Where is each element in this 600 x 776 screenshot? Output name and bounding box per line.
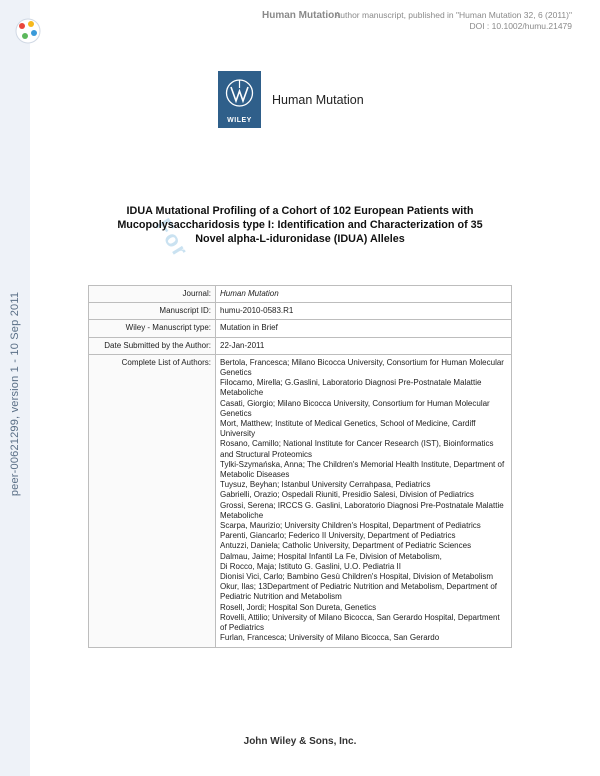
table-row [89, 320, 512, 337]
review-watermark: For [150, 214, 194, 263]
row-value: humu-2010-0583.R1 [216, 303, 512, 320]
publication-note-line: Author manuscript, published in "Human Mutation 32, 6 (2011)" [334, 10, 572, 20]
table-row [89, 337, 512, 354]
row-value: Mutation in Brief [216, 320, 512, 337]
author-entry: Parenti, Giancarlo; Federico II University, Department of Pediatrics [220, 531, 456, 541]
authors-list [216, 354, 512, 647]
manuscript-info-table [88, 285, 512, 648]
author-entry: Furlan, Francesca; University of Milano Bicocca, San Gerardo [220, 633, 440, 643]
wiley-logo [218, 71, 261, 128]
wiley-emblem-icon [218, 71, 261, 115]
author-entry: Tylki-Szymańska, Anna; The Children's Memorial Health Institute, Department of Metabolic Diseases [220, 459, 505, 480]
row-label: Wiley - Manuscript type: [89, 320, 216, 337]
row-label: Manuscript ID: [89, 303, 216, 320]
row-value: 22-Jan-2011 [216, 337, 512, 354]
table-row [89, 286, 512, 303]
author-entry: Bertola, Francesca; Milano Bicocca University, Consortium for Human Molecular Genetics [220, 357, 504, 378]
author-entry: Rovelli, Attilio; University of Milano Bicocca, San Gerardo Hospital, Department of Pediatrics [220, 612, 500, 633]
author-entry: Mort, Matthew; Institute of Medical Genetics, School of Medicine, Cardiff University [220, 419, 476, 439]
author-entry: Dionisi Vici, Carlo; Bambino Gesù Children's Hospital, Division of Metabolism [220, 572, 494, 582]
author-entry: Di Rocco, Maja; Istituto G. Gaslini, U.O. Pediatria II [220, 561, 401, 571]
author-entry: Okur, Ilas; 13Department of Pediatric Nutrition and Metabolism, Department of Pediatric Nutrition and Metabolism [220, 582, 498, 602]
row-label: Complete List of Authors: [89, 354, 216, 647]
wiley-wordmark: WILEY [227, 117, 252, 124]
row-label: Journal: [89, 286, 216, 303]
header-publication-note [335, 10, 572, 32]
author-entry: Filocamo, Mirella; G.Gaslini, Laboratorio Diagnosi Pre-Postnatale Malattie Metaboliche [220, 378, 482, 398]
author-entry: Grossi, Serena; IRCCS G. Gaslini, Laboratorio Diagnosi Pre-Postnatale Malattie Metaboliche [220, 500, 504, 520]
author-entry: Tuysuz, Beyhan; Istanbul University Cerrahpasa, Pediatrics [220, 480, 431, 490]
archive-identifier: peer-00621299, version 1 - 10 Sep 2011 [9, 291, 21, 497]
author-entry: Gabrielli, Orazio; Ospedali Riuniti, Presidio Salesi, Division of Pediatrics [220, 490, 474, 500]
author-entry: Dalmau, Jaime; Hospital Infantil La Fe, Division of Metabolism, [220, 551, 442, 561]
author-entry: Casati, Giorgio; Milano Bicocca University, Consortium for Human Molecular Genetics [220, 398, 490, 418]
table-row [89, 303, 512, 320]
hal-archive-logo-icon [11, 14, 45, 48]
doi-line: DOI : 10.1002/humu.21479 [469, 21, 572, 31]
author-entry: Antuzzi, Daniela; Catholic University, Department of Pediatric Sciences [220, 541, 472, 551]
row-value: Human Mutation [216, 286, 512, 303]
paper-title: IDUA Mutational Profiling of a Cohort of 102 European Patients with Mucopolysaccharidosis type I: Identification and Characterization of 35 Novel alpha-L-iduronidase (IDUA) Alleles [117, 205, 483, 245]
author-entry: Scarpa, Maurizio; University Children's Hospital, Department of Pediatrics [220, 521, 481, 531]
journal-logo-name: Human Mutation [272, 93, 364, 107]
publisher-footer: John Wiley & Sons, Inc. [243, 736, 357, 747]
header-journal: Human Mutation [262, 10, 341, 21]
table-row [89, 354, 512, 647]
author-entry: Rosano, Camillo; National Institute for Cancer Research (IST), Bioinformatics and Structural Proteomics [220, 439, 494, 459]
author-entry: Rosell, Jordi; Hospital Son Dureta, Genetics [220, 602, 377, 612]
row-label: Date Submitted by the Author: [89, 337, 216, 354]
